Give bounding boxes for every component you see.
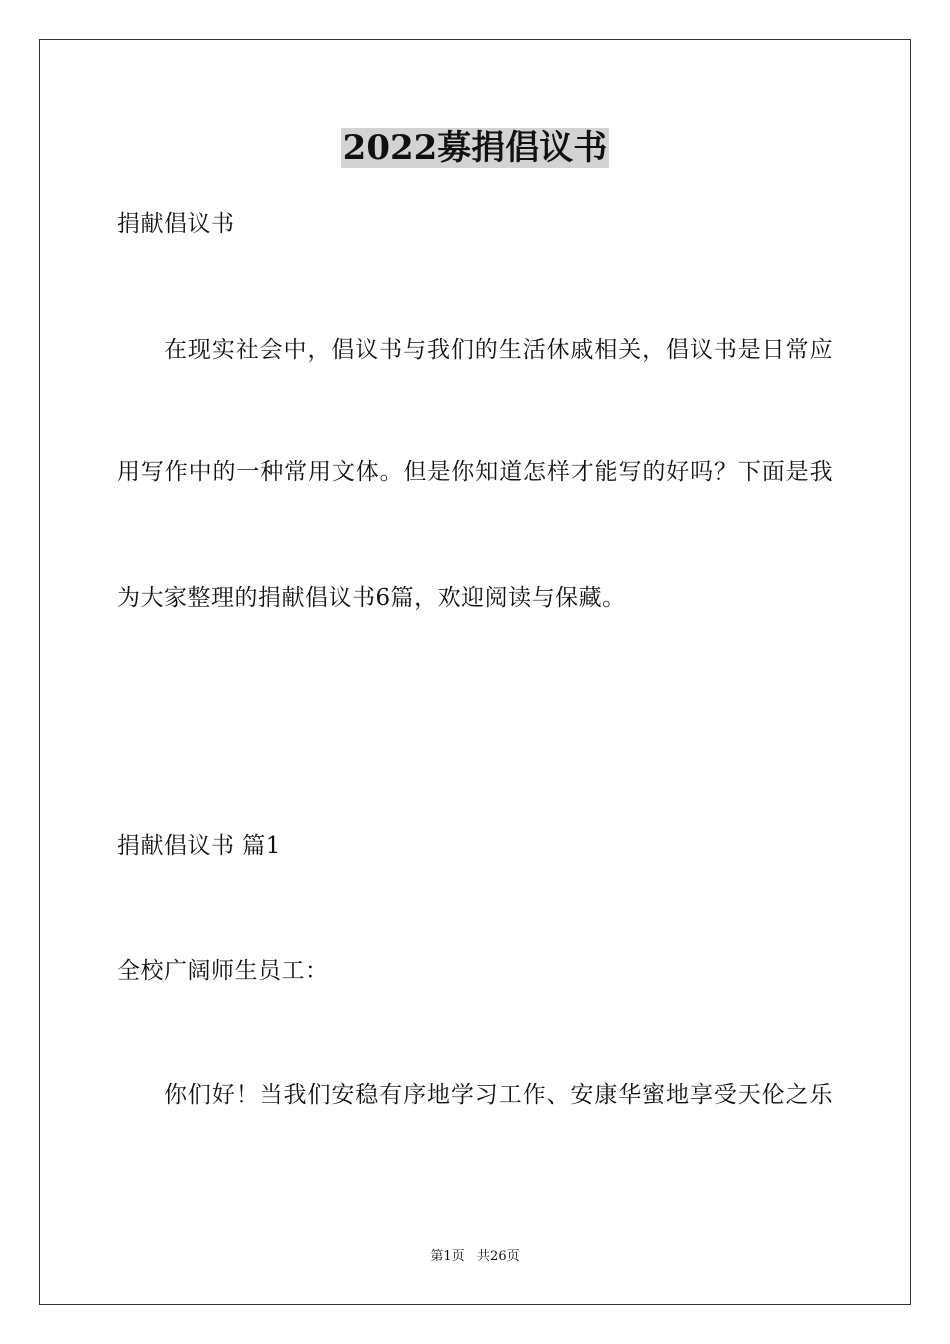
document-title: 2022募捐倡议书 bbox=[342, 128, 608, 168]
section-heading: 捐献倡议书 篇1 bbox=[117, 833, 281, 859]
paragraph-line: 用写作中的一种常用文体。但是你知道怎样才能写的好吗？下面是我 bbox=[117, 459, 833, 485]
paragraph-line: 在现实社会中，倡议书与我们的生活休戚相关，倡议书是日常应 bbox=[164, 337, 833, 363]
page-footer: 第1页 共26页 bbox=[430, 1249, 520, 1264]
salutation-line: 全校广阔师生员工： bbox=[117, 958, 329, 984]
title-container bbox=[0, 128, 950, 168]
paragraph-line: 为大家整理的捐献倡议书6篇，欢迎阅读与保藏。 bbox=[117, 585, 626, 611]
paragraph-line: 你们好！当我们安稳有序地学习工作、安康华蜜地享受天伦之乐 bbox=[164, 1082, 833, 1108]
heading-line: 捐献倡议书 bbox=[117, 211, 235, 237]
